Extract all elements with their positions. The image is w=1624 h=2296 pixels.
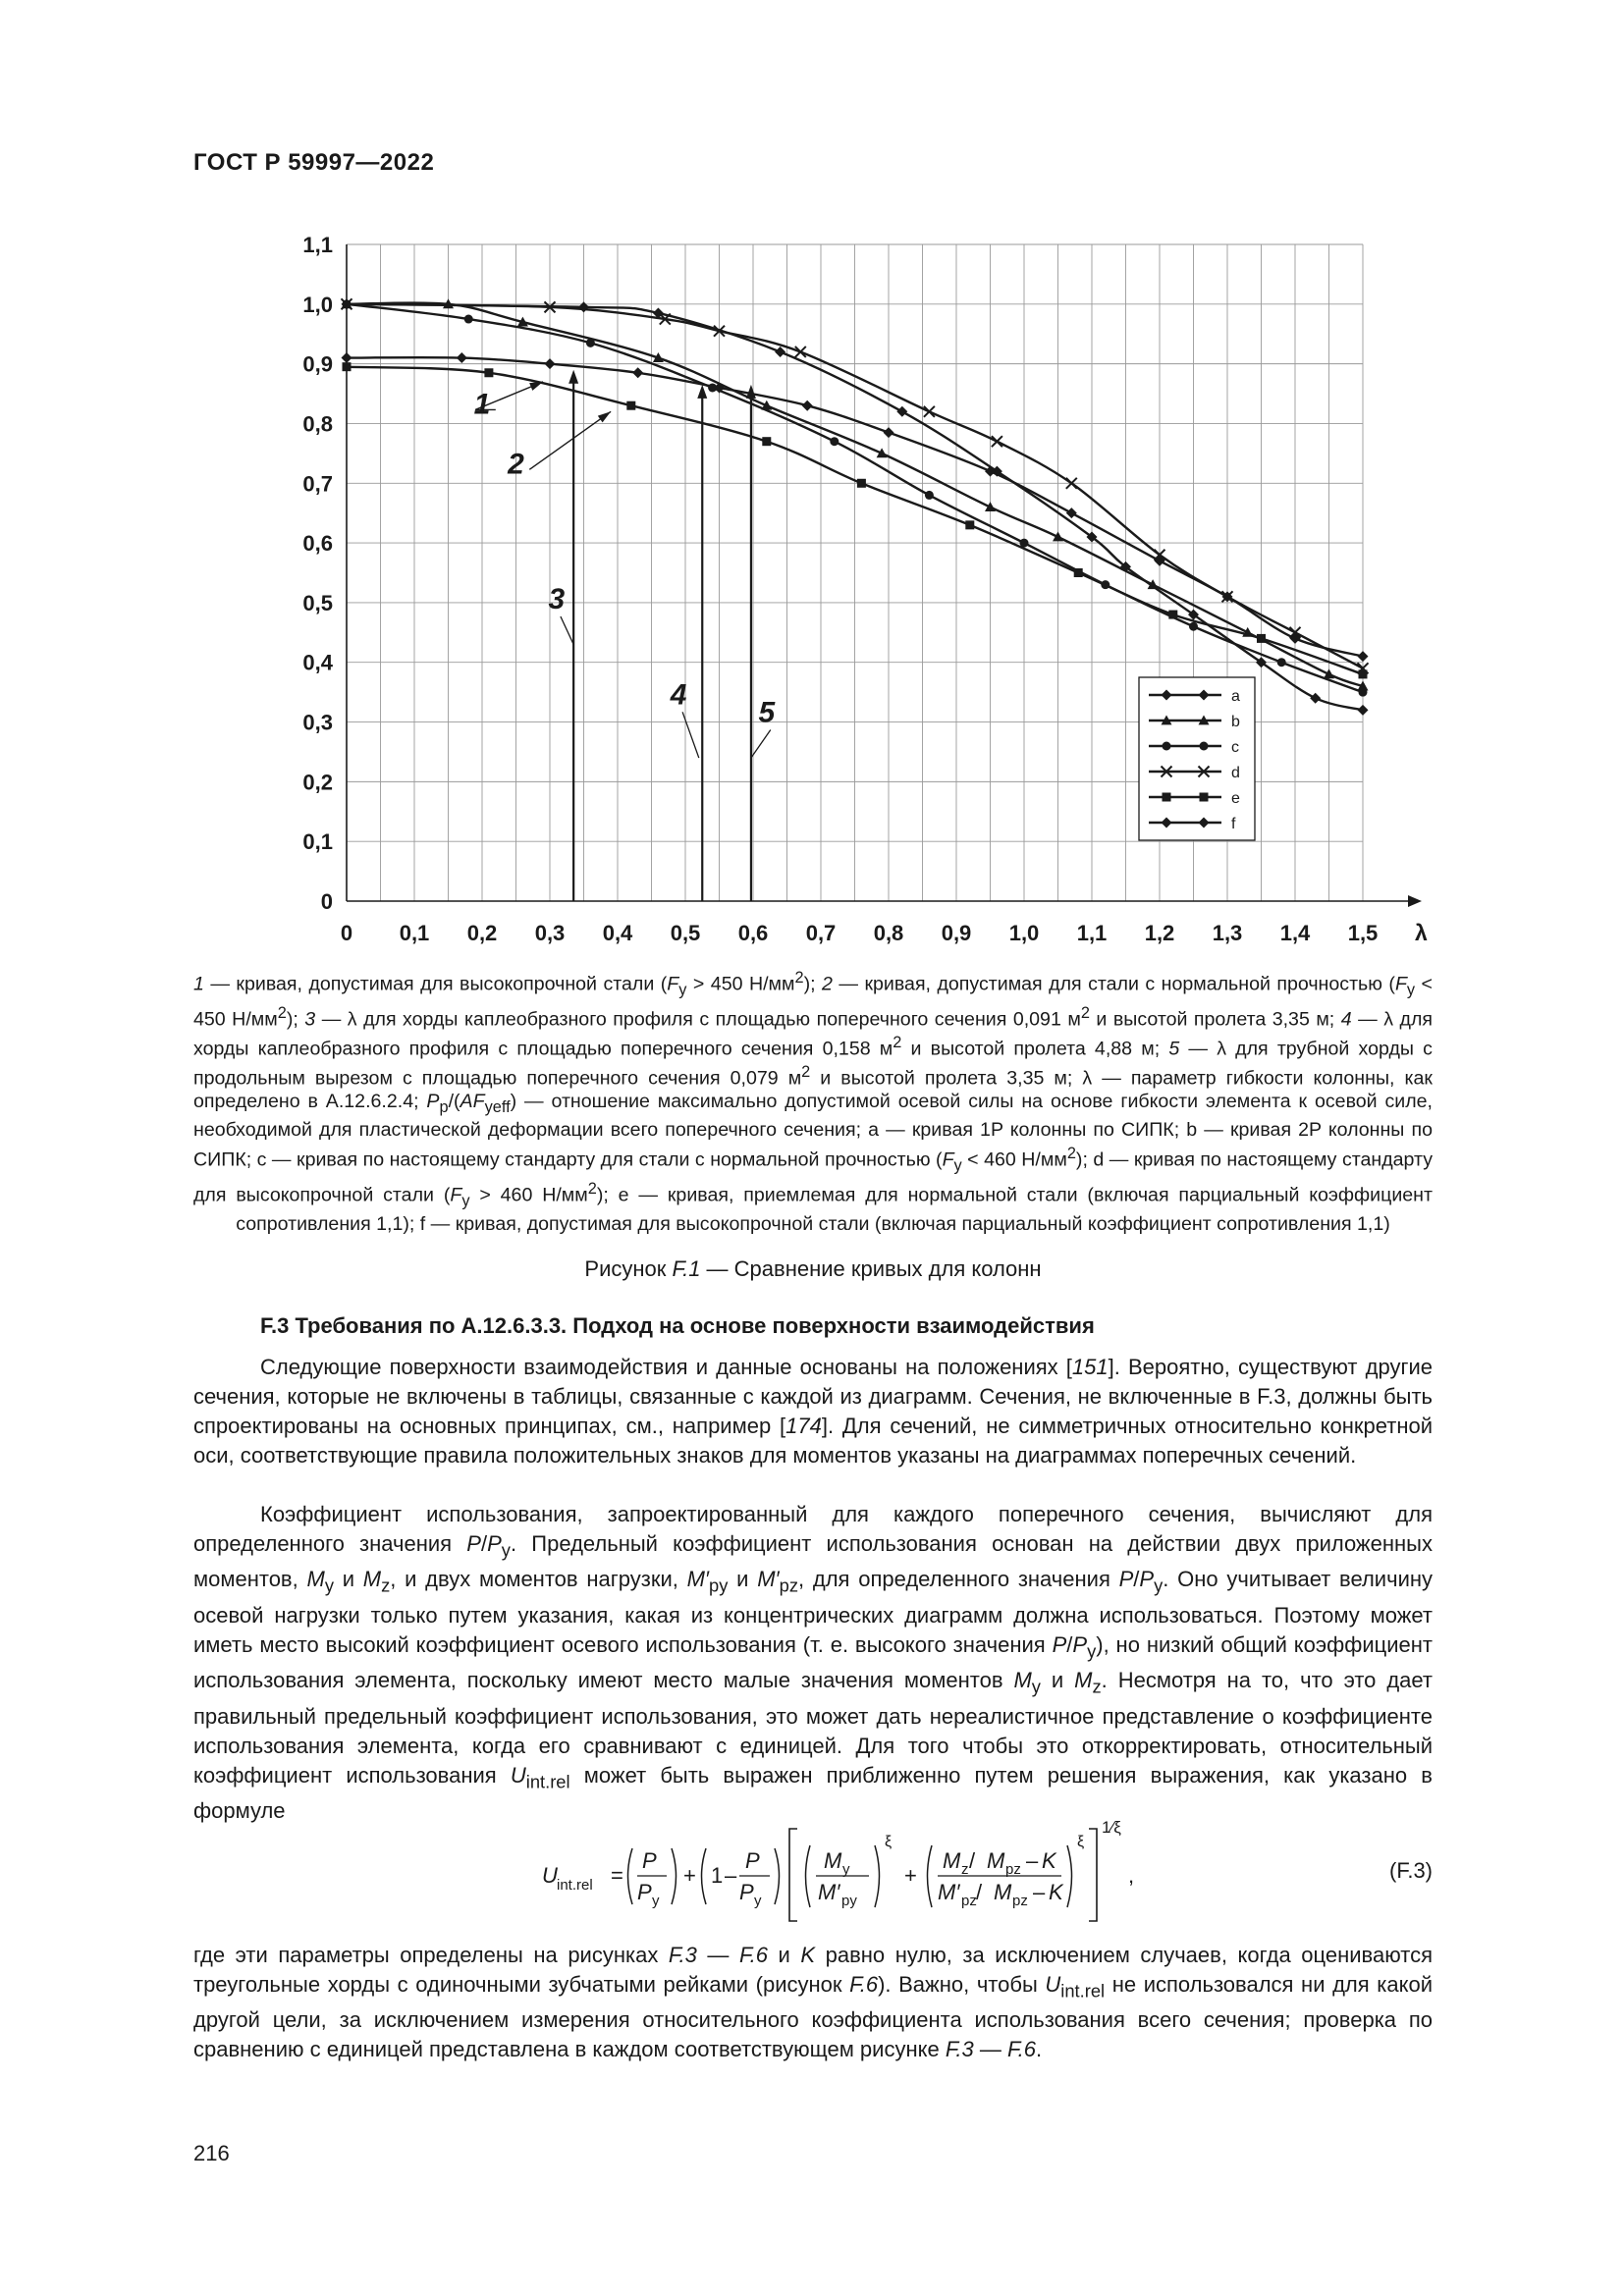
svg-text:P: P <box>745 1848 760 1873</box>
svg-text:/: / <box>969 1848 976 1873</box>
data-point <box>457 352 467 363</box>
data-point <box>775 347 785 357</box>
data-point <box>464 315 473 324</box>
x-tick-label: 1,4 <box>1279 921 1311 945</box>
data-point <box>884 427 894 438</box>
data-point <box>830 437 839 446</box>
data-point <box>896 406 907 417</box>
svg-text:–: – <box>1026 1848 1039 1873</box>
arrow-head <box>568 370 578 384</box>
vertical-line-3 <box>549 370 579 901</box>
svg-text:+: + <box>904 1863 917 1888</box>
figure-legend-caption: 1 — кривая, допустимая для высокопрочной стали ($F_y > 450$ $Н/мм^2$); 2 — кривая, допустимая для стали с нормальной прочностью ($F_y < 450$ $Н/мм^2$); 3 — λ для хорды каплеобразного профиля с площадью поперечного сечения 0,091 $м^2$ и высотой пролета 3,35 м; 4 — λ для хорды каплеобразного профиля с площадью поперечного сечения 0,158 $м^2$ и высотой пролета 4,88 м; 5 — λ для трубной хорды с продольным вырезом с площадью поперечного сечения 0,079 $м^2$ и высотой пролета 3,35 м; λ — параметр гибкости колонны, как определено в А.12.6.2.4; $P_p/(AF_{yeff})$ — отношение максимально допустимой осевой силы на основе гибкости элемента к осевой силе, необходимой для пластической деформации всего поперечного сечения; a — кривая 1P колонны по СИПК; b — кривая 2P колонны по СИПК; c — кривая по настоящему стандарту для стали с нормальной прочностью ($F_y < 460$ $Н/мм^2$); d — кривая по настоящему стандарту для высокопрочной стали ($F_y > 460$ $Н/мм^2$); e — кривая, приемлемая для нормальной стали (включая парциальный коэффициент сопротивления 1,1); f — кривая, допустимая для высокопрочной стали (включая парциальный коэффициент сопротивления 1,1) <box>193 969 1434 1235</box>
figure-title: Рисунок F.1 — Сравнение кривых для колонн <box>584 1256 1042 1281</box>
data-point <box>1163 793 1171 802</box>
data-point <box>992 436 1002 447</box>
svg-text:M: M <box>824 1848 842 1873</box>
data-point <box>1163 742 1171 751</box>
legend-label: e <box>1231 790 1240 807</box>
y-tick-label: 0,3 <box>302 710 333 735</box>
x-tick-label: 0,9 <box>941 921 972 945</box>
formula-graphic <box>193 1811 1433 1934</box>
data-point <box>484 368 493 377</box>
svg-text:=: = <box>611 1863 623 1888</box>
data-point <box>1074 568 1083 577</box>
data-point <box>1277 658 1286 667</box>
chart-annotations <box>474 370 777 901</box>
svg-text:ξ: ξ <box>1077 1834 1085 1850</box>
svg-text:ξ: ξ <box>885 1834 893 1850</box>
leader-line <box>529 411 611 469</box>
data-point <box>925 491 934 500</box>
legend-label: a <box>1231 688 1240 705</box>
legend-label: c <box>1231 739 1239 756</box>
curve-number: 1 <box>473 388 491 421</box>
data-point <box>632 367 643 378</box>
svg-text:+: + <box>683 1863 696 1888</box>
chart-ticks <box>302 233 1428 945</box>
svg-text:int.rel: int.rel <box>557 1877 593 1894</box>
y-tick-label: 0,9 <box>302 351 333 377</box>
svg-text:/: / <box>976 1880 983 1904</box>
data-point <box>1200 793 1209 802</box>
data-point <box>985 466 996 477</box>
x-tick-label: 0,1 <box>399 921 430 945</box>
data-point <box>545 358 556 369</box>
svg-text:M: M <box>943 1848 961 1873</box>
svg-text:1⁄ξ: 1⁄ξ <box>1102 1818 1121 1837</box>
data-point <box>578 301 589 312</box>
x-tick-label: 1,3 <box>1212 921 1243 945</box>
data-point <box>924 406 935 417</box>
y-tick-label: 0,2 <box>302 770 333 795</box>
svg-text:y: y <box>754 1893 762 1909</box>
y-tick-label: 0,4 <box>302 650 333 675</box>
data-point <box>1359 669 1368 678</box>
data-point <box>342 352 352 363</box>
data-point <box>965 520 974 529</box>
data-point <box>802 400 813 411</box>
data-point <box>1189 622 1198 631</box>
arrow-head <box>529 382 543 391</box>
data-point <box>1358 651 1369 662</box>
svg-text:P: P <box>642 1848 657 1873</box>
data-point <box>1358 705 1369 716</box>
column-curves-chart <box>0 0 1624 962</box>
y-tick-label: 0 <box>320 889 333 914</box>
data-point <box>762 437 771 446</box>
svg-text:P: P <box>739 1880 754 1904</box>
x-axis-label: λ <box>1415 920 1428 945</box>
legend-label: b <box>1231 714 1240 730</box>
annotation-label-3: 3 <box>548 582 566 615</box>
x-tick-label: 0,3 <box>534 921 566 945</box>
svg-text:pz: pz <box>1012 1893 1028 1909</box>
legend-label: d <box>1231 765 1240 781</box>
svg-text:K: K <box>1042 1848 1056 1873</box>
svg-text:M′: M′ <box>818 1880 840 1904</box>
data-point <box>586 339 595 347</box>
x-tick-label: 1,5 <box>1347 921 1379 945</box>
x-tick-label: 0,5 <box>670 921 701 945</box>
svg-text:–: – <box>1033 1880 1046 1904</box>
vertical-line-5 <box>746 385 777 901</box>
y-tick-label: 1,0 <box>302 292 333 317</box>
annotation-label-4: 4 <box>670 678 687 712</box>
data-point <box>857 479 866 488</box>
data-point <box>1310 693 1321 704</box>
section-heading: F.3 Требования по А.12.6.3.3. Подход на основе поверхности взаимодействия <box>260 1313 1095 1338</box>
svg-text:,: , <box>1128 1863 1135 1888</box>
svg-text:M′: M′ <box>938 1880 960 1904</box>
leader-line <box>751 730 771 758</box>
paragraph-2: Коэффициент использования, запроектированный для каждого поперечного сечения, вычисляют для определенного значения $P/P_y$. Предельный коэффициент использования основан на действии двух приложенных моментов, $M_y$ и $M_z$, и двух моментов нагрузки, $M'_{py}$ и $M'_{pz}$, для определенного значения $P/P_y$. Оно учитывает величину осевой нагрузки только путем указания, какая из концентрических диаграмм должна использоваться. Поэтому может иметь место высокий коэффициент осевого использования (т. е. высокого значения $P/P_y$), но низкий общий коэффициент использования элемента, поскольку имеют место малые значения моментов $M_y$ и $M_z$. Несмотря на то, что это дает правильный предельный коэффициент использования, это может дать нереалистичное представление о коэффициенте использования элемента, когда его сравнивают с единицей. Для того чтобы это откорректировать, относительный коэффициент использования $U_{int.rel}$ может быть выражен приближенно путем решения выражения, как указано в формуле <box>193 1502 1434 1823</box>
data-point <box>1200 742 1209 751</box>
data-point <box>1168 611 1177 619</box>
data-point <box>343 362 352 371</box>
x-tick-label: 0,8 <box>873 921 904 945</box>
document-header: ГОСТ Р 59997—2022 <box>193 149 435 176</box>
x-tick-label: 0 <box>340 921 353 945</box>
y-tick-label: 0,6 <box>302 531 333 557</box>
y-tick-label: 0,1 <box>302 829 333 855</box>
vertical-line-4 <box>670 385 707 901</box>
page-number: 216 <box>193 2141 230 2165</box>
chart-legend <box>1139 677 1255 840</box>
paragraph-3: где эти параметры определены на рисунках F.3 — F.6 и K равно нулю, за исключением случаев, когда оцениваются треугольные хорды с одиночными зубчатыми рейками (рисунок F.6). Важно, чтобы $U_{int.rel}$ не использовался ни для какой другой цели, за исключением измерения относительного коэффициента использования всего сечения; проверка по сравнению с единицей представлена в каждом соответствующем рисунке F.3 — F.6. <box>193 1943 1434 2062</box>
arrow-head <box>746 385 756 399</box>
x-tick-label: 0,4 <box>602 921 633 945</box>
arrow-head <box>697 385 707 399</box>
data-point <box>1257 634 1266 643</box>
equation-number: (F.3) <box>1389 1858 1433 1883</box>
svg-text:P: P <box>637 1880 652 1904</box>
data-point <box>1359 688 1368 697</box>
leader-line <box>561 616 573 644</box>
legend-label: f <box>1231 816 1236 832</box>
data-point <box>626 401 635 410</box>
annotation-label-5: 5 <box>758 696 776 729</box>
svg-text:M: M <box>987 1848 1005 1873</box>
data-point <box>795 347 806 357</box>
svg-text:U: U <box>542 1863 558 1888</box>
y-tick-label: 0,7 <box>302 471 333 497</box>
arrow-head <box>598 411 611 422</box>
svg-text:1: 1 <box>711 1863 724 1888</box>
svg-text:–: – <box>725 1863 737 1888</box>
curve-number: 2 <box>508 448 524 481</box>
x-tick-label: 0,7 <box>805 921 837 945</box>
x-tick-label: 1,2 <box>1144 921 1175 945</box>
y-tick-label: 0,8 <box>302 411 333 437</box>
svg-text:M: M <box>994 1880 1012 1904</box>
svg-text:py: py <box>841 1893 857 1909</box>
x-tick-label: 1,0 <box>1008 921 1040 945</box>
svg-text:K: K <box>1049 1880 1063 1904</box>
x-axis-arrow <box>1408 895 1422 907</box>
chart-axes <box>347 244 1422 907</box>
curve-label-1 <box>474 382 543 421</box>
svg-text:y: y <box>652 1893 660 1909</box>
y-tick-label: 0,5 <box>302 590 333 615</box>
x-tick-label: 0,6 <box>737 921 769 945</box>
svg-text:pz: pz <box>1005 1861 1021 1878</box>
svg-text:z: z <box>961 1861 969 1878</box>
svg-text:y: y <box>842 1861 850 1878</box>
svg-text:pz: pz <box>961 1893 977 1909</box>
curve-label-2 <box>507 411 611 480</box>
formula-f3 <box>193 1811 1433 1934</box>
y-tick-label: 1,1 <box>302 233 333 257</box>
x-tick-label: 1,1 <box>1076 921 1108 945</box>
x-tick-label: 0,2 <box>466 921 498 945</box>
paragraph-1: Следующие поверхности взаимодействия и данные основаны на положениях [151]. Вероятно, существуют другие сечения, которые не включены в таблицы, связанные с каждой из диаграмм. Сечения, не включенные в F.3, должны быть спроектированы на основных принципах, см., например [174]. Для сечений, не симметричных относительно конкретной оси, соответствующие правила положительных знаков для моментов указаны на диаграммах поперечных сечений. <box>193 1355 1433 1468</box>
data-point <box>1066 507 1077 518</box>
